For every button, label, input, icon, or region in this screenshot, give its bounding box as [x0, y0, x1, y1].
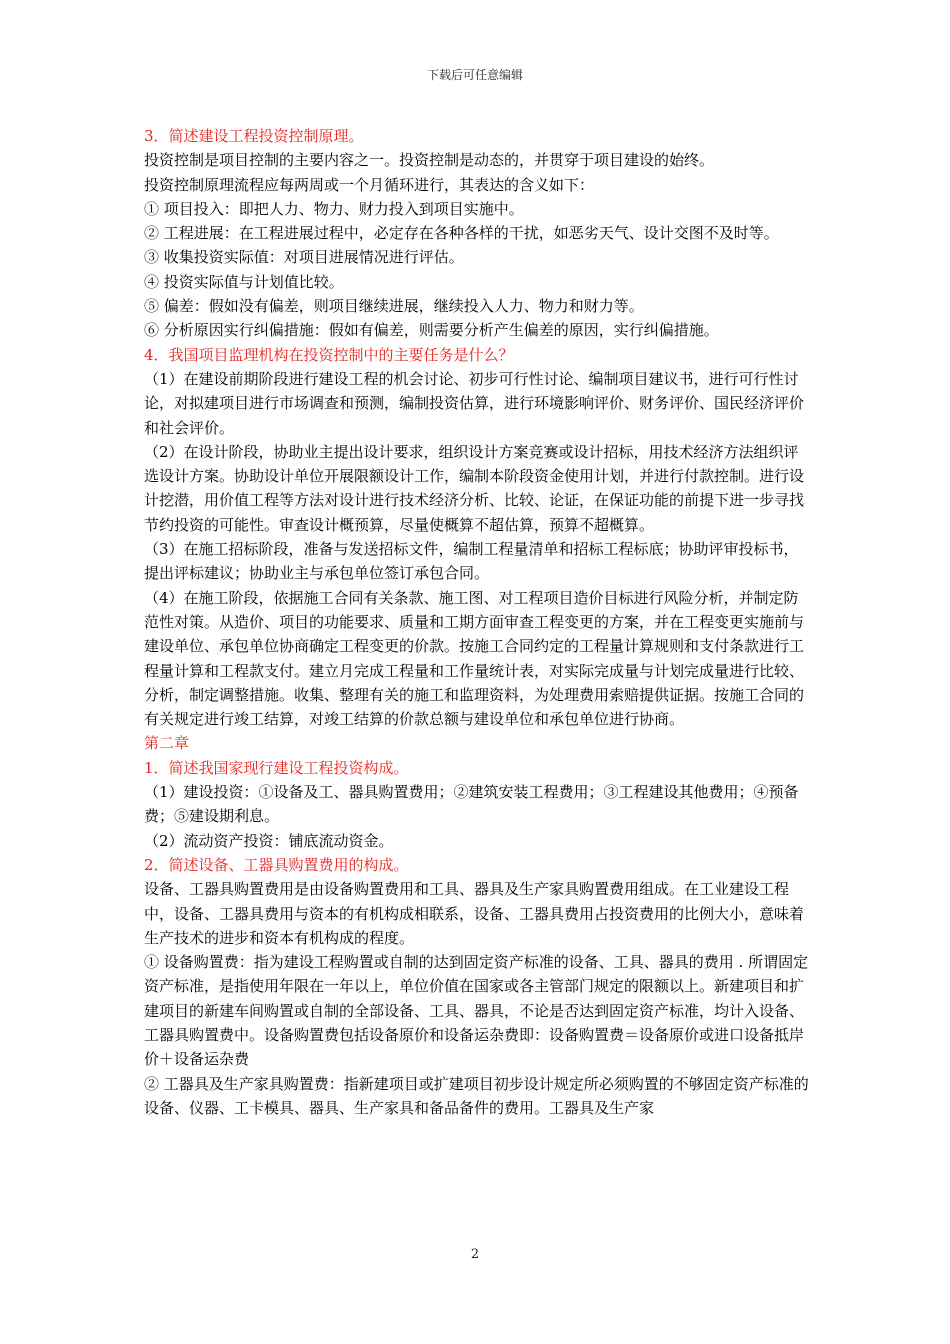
paragraph: （3）在施工招标阶段，准备与发送招标文件，编制工程量清单和招标工程标底；协助评审投标书，提出评标建议；协助业主与承包单位签订承包合同。 — [144, 540, 799, 583]
list-item: ② 工程进展：在工程进展过程中，必定存在各种各样的干扰，如恶劣天气、设计交图不及时等。 — [144, 224, 779, 243]
list-item: ① 设备购置费：指为建设工程购置或自制的达到固定资产标准的设备、工具、器具的费用 . 所谓固定资产标准，是指使用年限在一年以上，单位价值在国家或各主管部门规定的限额以上。新建项目和扩建项目的新建车间购置或自制的全部设备、工具、器具，不论是否达到固定资产标准，均计入设备、工器具购置费中。设备购置费包括设备原价和设备运杂费即：设备购置费＝设备原价或进口设备抵岸价＋设备运杂费 — [144, 953, 809, 1069]
paragraph: （1）在建设前期阶段进行建设工程的机会讨论、初步可行性讨论、编制项目建议书，进行可行性讨论，对拟建项目进行市场调查和预测，编制投资估算，进行环境影响评价、财务评价、国民经济评价和社会评价。 — [144, 369, 805, 437]
paragraph: 投资控制是项目控制的主要内容之一。投资控制是动态的，并贯穿于项目建设的始终。 — [144, 151, 715, 170]
list-item: ⑤ 偏差：假如没有偏差，则项目继续进展，继续投入人力、物力和财力等。 — [144, 297, 644, 316]
list-item: ④ 投资实际值与计划值比较。 — [144, 272, 344, 291]
paragraph: （1）建设投资：①设备及工、器具购置费用；②建筑安装工程费用；③工程建设其他费用；④预备费；⑤建设期利息。 — [144, 783, 799, 826]
paragraph: （2）流动资产投资：铺底流动资金。 — [144, 831, 394, 850]
question-heading-1: 1．简述我国家现行建设工程投资构成。 — [144, 758, 409, 777]
page-number: 2 — [470, 1247, 480, 1262]
chapter-heading: 第二章 — [144, 734, 190, 753]
list-item: ① 项目投入：即把人力、物力、财力投入到项目实施中。 — [144, 199, 524, 218]
paragraph: 设备、工器具购置费用是由设备购置费用和工具、器具及生产家具购置费用组成。在工业建设工程中，设备、工器具费用与资本的有机构成相联系，设备、工器具费用占投资费用的比例大小，意味着生产技术的进步和资本有机构成的程度。 — [144, 880, 805, 947]
question-heading-3: 3．简述建设工程投资控制原理。 — [144, 127, 364, 145]
list-item: ② 工器具及生产家具购置费：指新建项目或扩建项目初步设计规定所必须购置的不够固定资产标准的设备、仪器、工卡模具、器具、生产家具和备品备件的费用。工器具及生产家 — [144, 1074, 809, 1117]
list-item: ⑥ 分析原因实行纠偏措施：假如有偏差，则需要分析产生偏差的原因，实行纠偏措施。 — [144, 321, 719, 340]
question-heading-2: 2．简述设备、工器具购置费用的构成。 — [144, 855, 409, 874]
paragraph: （4）在施工阶段，依据施工合同有关条款、施工图、对工程项目造价目标进行风险分析，并制定防范性对策。从造价、项目的功能要求、质量和工期方面审查工程变更的方案，并在工程变更实施前与建设单位、承包单位协商确定工程变更的价款。按施工合同约定的工程量计算规则和支付条款进行工程量计算和工程款支付。建立月完成工程量和工作量统计表，对实际完成量与计划完成量进行比较、分析，制定调整措施。收集、整理有关的施工和监理资料，为处理费用索赔提供证据。按施工合同的有关规定进行竣工结算，对竣工结算的价款总额与建设单位和承包单位进行协商。 — [144, 588, 805, 729]
list-item: ③ 收集投资实际值：对项目进展情况进行评估。 — [144, 248, 464, 267]
document-body — [144, 124, 812, 1120]
question-heading-4: 4．我国项目监理机构在投资控制中的主要任务是什么？ — [144, 345, 514, 364]
paragraph: （2）在设计阶段，协助业主提出设计要求，组织设计方案竞赛或设计招标，用技术经济方法组织评选设计方案。协助设计单位开展限额设计工作，编制本阶段资金使用计划，并进行付款控制。进行设计挖潜，用价值工程等方法对设计进行技术经济分析、比较、论证，在保证功能的前提下进一步寻找节约投资的可能性。审查设计概预算，尽量使概算不超估算，预算不超概算。 — [144, 442, 805, 534]
paragraph: 投资控制原理流程应每两周或一个月循环进行，其表达的含义如下： — [144, 175, 595, 194]
page-header: 下载后可任意编辑 — [426, 68, 523, 82]
